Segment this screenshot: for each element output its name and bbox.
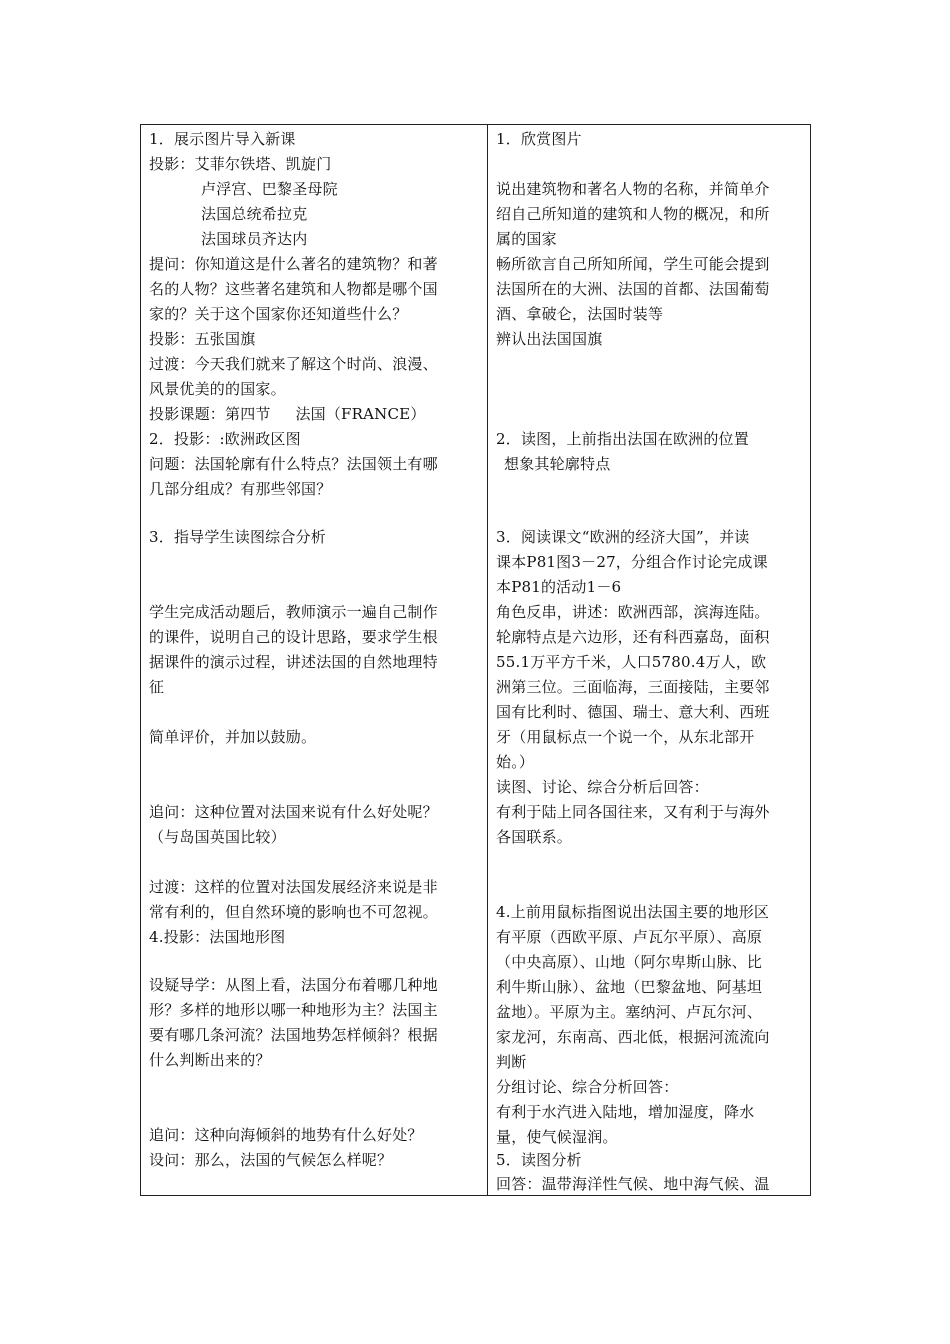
teacher-line: 投影：五张国旗	[149, 330, 256, 348]
teacher-line: 形？多样的地形以哪一种地形为主？法国主	[149, 1001, 438, 1019]
student-line: 国有比利时、德国、瑞士、意大利、西班	[496, 703, 770, 721]
student-line: 分组讨论、综合分析回答：	[496, 1078, 679, 1096]
student-line: 酒、拿破仑，法国时装等	[496, 305, 664, 323]
student-line: 1．欣赏图片	[496, 130, 582, 148]
teacher-line: 征	[149, 678, 165, 696]
student-line: 有利于水汽进入陆地，增加湿度，降水	[496, 1103, 755, 1121]
student-line: 55.1万平方千米，人口5780.4万人，欧	[496, 653, 767, 671]
student-line: 辨认出法国国旗	[496, 330, 603, 348]
teacher-line: 追问：这种位置对法国来说有什么好处呢？	[149, 803, 438, 821]
student-line: 4.上前用鼠标指图说出法国主要的地形区	[496, 903, 770, 921]
teacher-line: 要有哪几条河流？法国地势怎样倾斜？根据	[149, 1026, 438, 1044]
teacher-line: 投影课题：第四节 法国（FRANCE）	[149, 405, 426, 423]
teacher-line: 卢浮宫、巴黎圣母院	[201, 180, 338, 198]
student-line: 有利于陆上同各国往来，又有利于与海外	[496, 803, 770, 821]
teacher-line: 名的人物？这些著名建筑和人物都是哪个国	[149, 280, 438, 298]
student-line: 读图、讨论、综合分析后回答：	[496, 778, 709, 796]
lesson-plan-table	[140, 124, 811, 1196]
teacher-line: 追问：这种向海倾斜的地势有什么好处？	[149, 1126, 423, 1144]
student-line: 5．读图分析	[496, 1151, 582, 1169]
teacher-line: 提问：你知道这是什么著名的建筑物？和著	[149, 255, 438, 273]
teacher-line: 常有利的，但自然环境的影响也不可忽视。	[149, 903, 438, 921]
student-line: 判断	[496, 1053, 527, 1071]
student-line: 有平原（西欧平原、卢瓦尔平原）、高原	[496, 928, 763, 946]
teacher-line: 3．指导学生读图综合分析	[149, 528, 326, 546]
teacher-line: 过渡：今天我们就来了解这个时尚、浪漫、	[149, 355, 438, 373]
student-line: 牙（用鼠标点一个说一个，从东北部开	[496, 728, 755, 746]
student-line: 利牛斯山脉）、盆地（巴黎盆地、阿基坦	[496, 978, 763, 996]
student-line: 各国联系。	[496, 828, 573, 846]
teacher-line: 设疑导学：从图上看，法国分布着哪几种地	[149, 976, 438, 994]
teacher-line: 家的？关于这个国家你还知道些什么？	[149, 305, 408, 323]
student-line: 法国所在的大洲、法国的首都、法国葡萄	[496, 280, 770, 298]
student-line: （中央高原）、山地（阿尔卑斯山脉、比	[496, 953, 763, 971]
teacher-line: 什么判断出来的？	[149, 1051, 271, 1069]
teacher-line: 1．展示图片导入新课	[149, 130, 296, 148]
student-line: 2．读图，上前指出法国在欧洲的位置	[496, 430, 749, 448]
student-line: 课本P81图3－27，分组合作讨论完成课	[496, 553, 768, 571]
student-line: 3．阅读课文“欧洲的经济大国”，并读	[496, 528, 750, 546]
student-line: 想象其轮廓特点	[504, 455, 611, 473]
student-line: 家龙河，东南高、西北低，根据河流流向	[496, 1028, 770, 1046]
student-line: 盆地）。平原为主。塞纳河、卢瓦尔河、	[496, 1003, 763, 1021]
student-line: 角色反串，讲述：欧洲西部，滨海连陆。	[496, 603, 770, 621]
student-line: 始。）	[496, 753, 535, 771]
student-activity-column	[488, 125, 810, 1195]
teacher-line: 据课件的演示过程，讲述法国的自然地理特	[149, 653, 438, 671]
student-line: 本P81的活动1－6	[496, 578, 622, 596]
teacher-line: 几部分组成？有那些邻国？	[149, 480, 332, 498]
teacher-line: 设问：那么，法国的气候怎么样呢？	[149, 1151, 393, 1169]
student-line: 说出建筑物和著名人物的名称，并简单介	[496, 180, 770, 198]
teacher-line: 风景优美的的国家。	[149, 380, 286, 398]
teacher-line: 法国总统希拉克	[201, 205, 308, 223]
teacher-line: 学生完成活动题后，教师演示一遍自己制作	[149, 603, 438, 621]
teacher-line: （与岛国英国比较）	[149, 828, 286, 846]
teacher-line: 问题：法国轮廓有什么特点？法国领土有哪	[149, 455, 438, 473]
teacher-activity-column	[141, 125, 488, 1195]
student-line: 回答：温带海洋性气候、地中海气候、温	[496, 1175, 770, 1193]
teacher-line: 过渡：这样的位置对法国发展经济来说是非	[149, 878, 438, 896]
teacher-line: 的课件，说明自己的设计思路，要求学生根	[149, 628, 438, 646]
teacher-line: 4.投影：法国地形图	[149, 928, 286, 946]
student-line: 绍自己所知道的建筑和人物的概况，和所	[496, 205, 770, 223]
student-line: 量，使气候湿润。	[496, 1128, 618, 1146]
student-line: 畅所欲言自己所知所闻，学生可能会提到	[496, 255, 770, 273]
student-line: 轮廓特点是六边形，还有科西嘉岛，面积	[496, 628, 770, 646]
teacher-line: 简单评价，并加以鼓励。	[149, 728, 317, 746]
student-line: 洲第三位。三面临海，三面接陆，主要邻	[496, 678, 770, 696]
teacher-line: 投影：艾菲尔铁塔、凯旋门	[149, 155, 332, 173]
teacher-line: 法国球员齐达内	[201, 230, 308, 248]
student-line: 属的国家	[496, 230, 557, 248]
teacher-line: 2．投影：:欧洲政区图	[149, 430, 301, 448]
